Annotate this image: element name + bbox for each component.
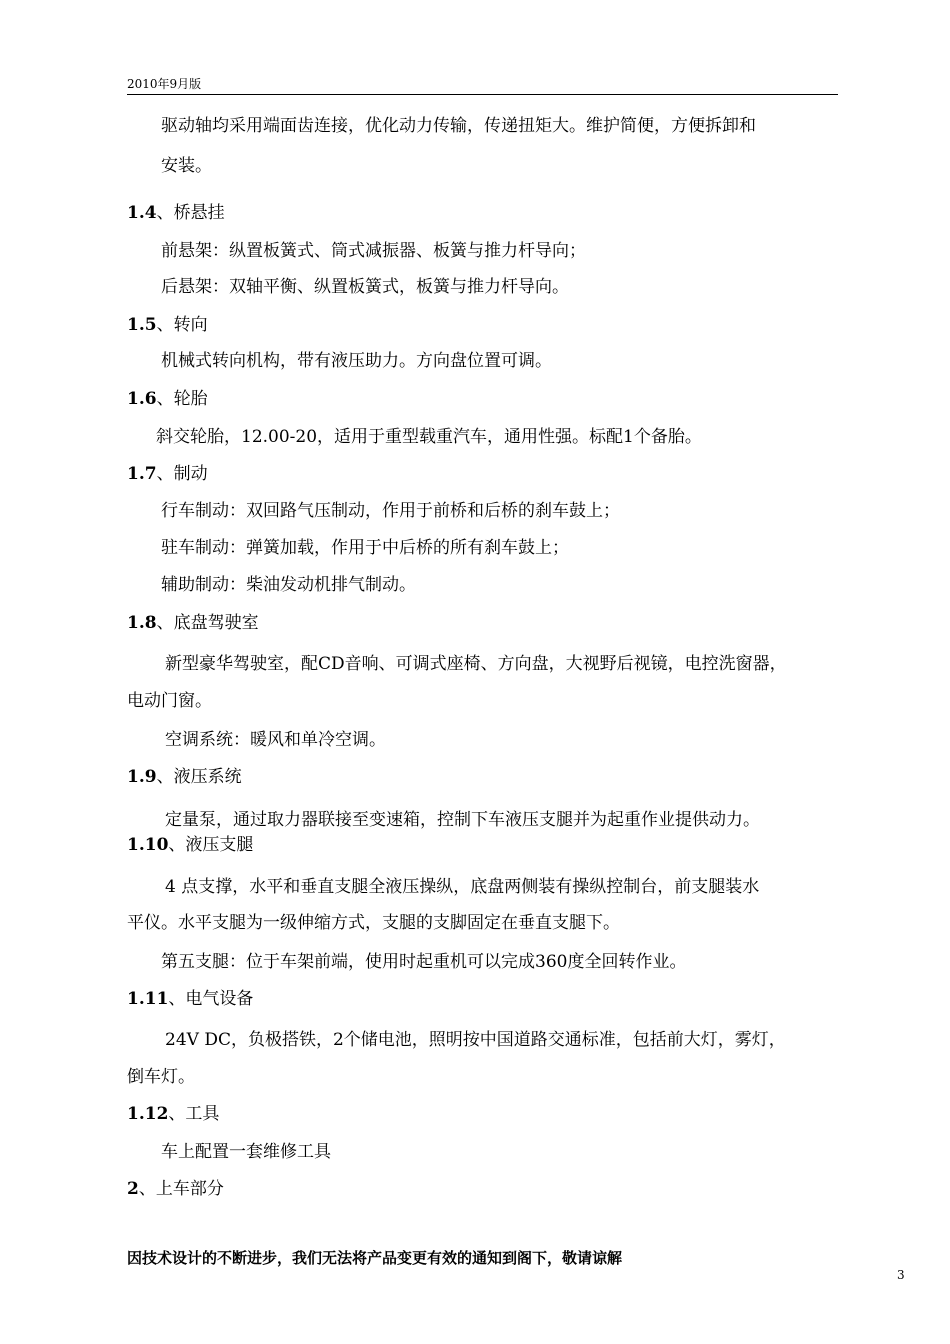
body-line: 辅助制动：柴油发动机排气制动。 bbox=[161, 575, 416, 595]
body-line: 车上配置一套维修工具 bbox=[161, 1142, 331, 1162]
body-line: 第五支腿：位于车架前端，使用时起重机可以完成360度全回转作业。 bbox=[161, 952, 687, 972]
section-number: 1.4 bbox=[127, 203, 157, 223]
body-line: 空调系统：暖风和单冷空调。 bbox=[165, 730, 386, 750]
section-title: 、转向 bbox=[156, 315, 208, 335]
section-number: 2 bbox=[127, 1179, 139, 1199]
body-line: 倒车灯。 bbox=[127, 1067, 195, 1087]
body-line: 定量泵，通过取力器联接至变速箱，控制下车液压支腿并为起重作业提供动力。 bbox=[165, 810, 760, 830]
body-line: 平仪。水平支腿为一级伸缩方式，支腿的支脚固定在垂直支腿下。 bbox=[127, 913, 620, 933]
body-line: 机械式转向机构，带有液压助力。方向盘位置可调。 bbox=[161, 351, 552, 371]
section-number: 1.11 bbox=[127, 989, 169, 1009]
section-title: 、电气设备 bbox=[168, 989, 254, 1009]
section-heading-1-4 bbox=[127, 202, 225, 224]
section-heading-1-10 bbox=[127, 834, 253, 856]
body-line: 电动门窗。 bbox=[127, 691, 212, 711]
section-title: 、上车部分 bbox=[138, 1179, 224, 1199]
section-heading-1-7 bbox=[127, 463, 208, 485]
section-heading-2 bbox=[127, 1178, 224, 1200]
section-number: 1.8 bbox=[127, 613, 157, 633]
footer-notice: 因技术设计的不断进步，我们无法将产品变更有效的通知到阁下，敬请谅解 bbox=[127, 1249, 623, 1267]
section-number: 1.5 bbox=[127, 315, 157, 335]
body-line: 斜交轮胎，12.00-20，适用于重型载重汽车，通用性强。标配1个备胎。 bbox=[156, 427, 702, 447]
section-heading-1-6 bbox=[127, 388, 208, 410]
body-line: 安装。 bbox=[161, 156, 212, 176]
section-heading-1-9 bbox=[127, 766, 242, 788]
section-number: 1.10 bbox=[127, 835, 169, 855]
body-line: 前悬架：纵置板簧式、筒式减振器、板簧与推力杆导向； bbox=[161, 241, 586, 261]
body-line: 4 点支撑，水平和垂直支腿全液压操纵，底盘两侧装有操纵控制台，前支腿装水 bbox=[165, 877, 760, 897]
body-line: 驱动轴均采用端面齿连接，优化动力传输，传递扭矩大。维护简便，方便拆卸和 bbox=[161, 116, 756, 136]
header-rule bbox=[127, 94, 838, 95]
body-line: 24V DC，负极搭铁，2个储电池，照明按中国道路交通标准，包括前大灯，雾灯， bbox=[165, 1030, 786, 1050]
section-title: 、桥悬挂 bbox=[156, 203, 225, 223]
section-number: 1.6 bbox=[127, 389, 157, 409]
section-title: 、液压支腿 bbox=[168, 835, 254, 855]
section-number: 1.12 bbox=[127, 1104, 169, 1124]
section-title: 、工具 bbox=[168, 1104, 220, 1124]
section-title: 、制动 bbox=[156, 464, 208, 484]
header-edition: 2010年9月版 bbox=[127, 77, 202, 91]
body-line: 后悬架：双轴平衡、纵置板簧式，板簧与推力杆导向。 bbox=[161, 277, 569, 297]
section-heading-1-12 bbox=[127, 1103, 219, 1125]
section-heading-1-11 bbox=[127, 988, 253, 1010]
section-title: 、底盘驾驶室 bbox=[156, 613, 259, 633]
section-heading-1-8 bbox=[127, 612, 259, 634]
section-title: 、液压系统 bbox=[156, 767, 242, 787]
section-title: 、轮胎 bbox=[156, 389, 208, 409]
body-line: 驻车制动：弹簧加载，作用于中后桥的所有刹车鼓上； bbox=[161, 538, 569, 558]
section-heading-1-5 bbox=[127, 314, 208, 336]
section-number: 1.7 bbox=[127, 464, 157, 484]
page-number: 3 bbox=[897, 1268, 905, 1282]
body-line: 行车制动：双回路气压制动，作用于前桥和后桥的刹车鼓上； bbox=[161, 501, 620, 521]
body-line: 新型豪华驾驶室，配CD音响、可调式座椅、方向盘，大视野后视镜，电控洗窗器， bbox=[165, 654, 787, 674]
section-number: 1.9 bbox=[127, 767, 157, 787]
